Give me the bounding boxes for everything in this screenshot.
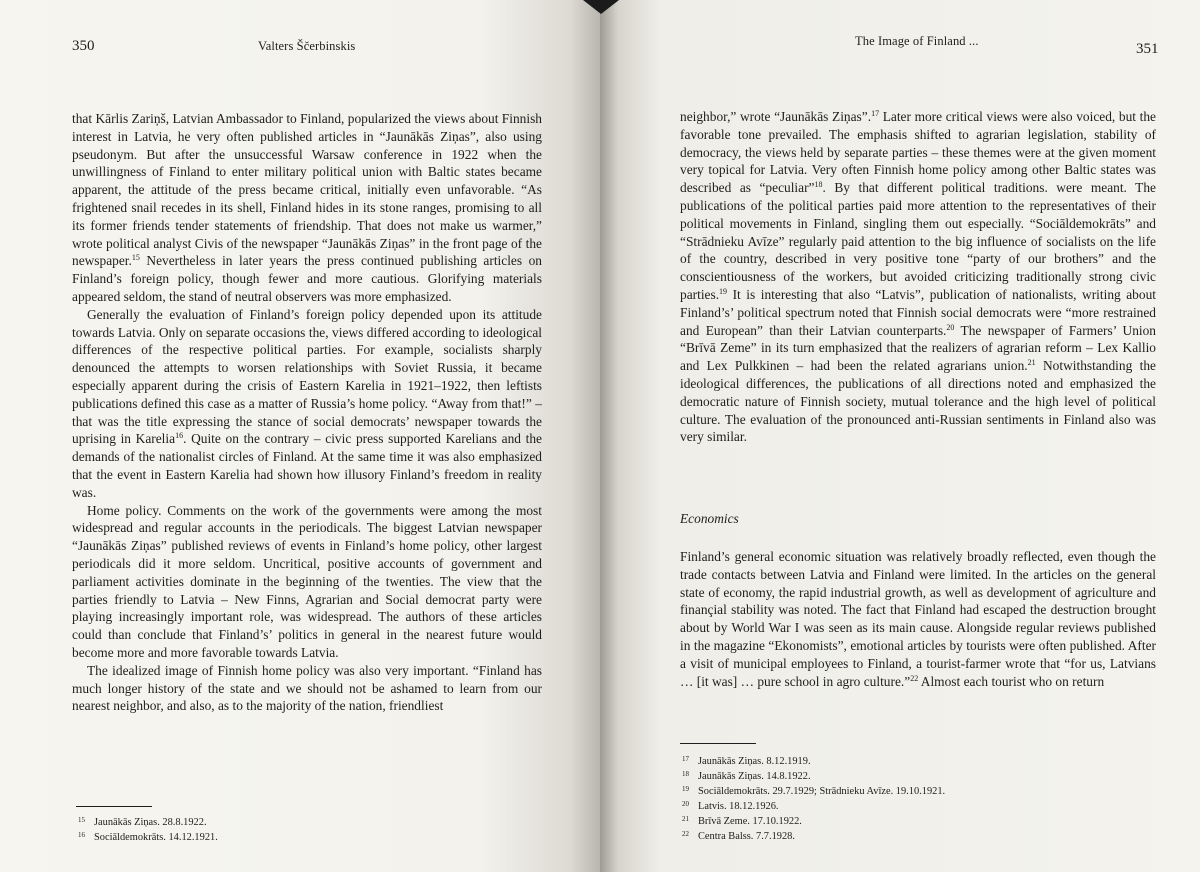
footnote-number: 17	[682, 755, 689, 763]
left-body-text	[72, 110, 542, 715]
footnote-text: Sociāldemokrāts. 14.12.1921.	[94, 832, 218, 843]
text-run: . By that different political traditions. were meant. The publications of the political parties paid more attention to the representatives of their political movements in Finland, singling them out especially. “Sociāldemokrāts” and “Strādnieku Avīze” regularly paid attention to the big influence of socialists on the life of the country, described in very positive tone “party of our brothers” and the conscientiousness of the workers, but avoided criticizing traditionally strong civic parties.	[680, 180, 1156, 302]
paragraph	[72, 110, 542, 306]
left-footnotes	[78, 814, 218, 844]
footnote-number: 22	[682, 830, 689, 838]
right-page-number: 351	[1136, 41, 1159, 57]
left-page-number: 350	[72, 38, 95, 54]
footnote-reference: 20	[946, 322, 955, 332]
text-run: The idealized image of Finnish home policy was also very important. “Finland has much longer history of the state and we should not be ashamed to learn from our nearest neighbor, and also, as to the majority of the nation, friendliest	[72, 662, 542, 714]
text-run: that Kārlis Zariņš, Latvian Ambassador to Finland, popularized the views about Finnish interest in Latvia, he very often published articles in “Jaunākās Ziņas”, also using pseudonym. But after the unsuccessful Warsaw conference in 1922 when the unwillingness of Finland to enter military political union with Baltic states became apparent, the attitude of the press became critical, initially even unfavorable. “As frightened snail recedes in its shell, Finland hides in its stone ranges, promising to all its former friends tender statements of friendship. That does not make us warmer,” wrote political analyst Civis of the newspaper “Jaunākās Ziņas” in the front page of the newspaper.	[72, 111, 542, 269]
footnote-text: Centra Balss. 7.7.1928.	[698, 831, 795, 842]
footnote-text: Latvis. 18.12.1926.	[698, 801, 779, 812]
right-body-text-economics	[680, 548, 1156, 690]
footnote-reference: 18	[814, 180, 823, 190]
footnote-reference: 22	[910, 673, 919, 683]
text-run: It is interesting that also “Latvis”, publication of nationalists, writing about Finland’s’ political spectrum noted that Finnish social democrats were “more restrained and European” than their Latvian counterparts.	[680, 286, 1156, 338]
footnote-text: Jaunākās Ziņas. 14.8.1922.	[698, 771, 811, 782]
paragraph	[72, 502, 542, 662]
right-page	[600, 0, 1200, 872]
footnote-text: Sociāldemokrāts. 29.7.1929; Strādnieku Avīze. 19.10.1921.	[698, 786, 946, 797]
footnote-item	[682, 783, 945, 798]
footnote-number: 21	[682, 815, 689, 823]
text-run: Home policy. Comments on the work of the governments were among the most widespread and regular accounts in the periodicals. The biggest Latvian newspaper “Jaunākās Ziņas” published reviews of events in Finland’s home policy, other largest periodicals did it more seldom. Uncritical, positive accounts of government and parliament activities dominate in the beginning of the twenties. The view that the parties friendly to Latvia – New Finns, Agrarian and Social democrat party were playing increasingly important role, was widespread. The authors of these articles could than conclude that Finland’s’ politics in general in the nearest future would become more and more favorable towards Latvia.	[72, 502, 542, 660]
footnote-reference: 21	[1027, 358, 1036, 368]
footnote-number: 18	[682, 770, 689, 778]
text-run: Notwithstanding the ideological differences, the publications of all directions noted and emphasized the democratic nature of Finnish society, mutual tolerance and the high level of political culture. The evaluation of the pronounced anti-Russian sentiments in Finland also was very similar.	[680, 358, 1156, 445]
text-run: Generally the evaluation of Finland’s foreign policy depended upon its attitude towards Latvia. Only on separate occasions the, views differed according to ideological differences of the respective political parties. For example, socialists sharply denounced the attempts to worsen relationships with Soviet Russia, it became especially apparent during the crisis of Eastern Karelia in 1921–1922, then leftists publications defined this case as a matter of Russia’s home policy. “Away from that!” – that was the title expressing the stance of social democrats’ newspaper towards the uprising in Karelia	[72, 306, 542, 447]
footnote-number: 15	[78, 816, 85, 824]
footnote-item	[682, 768, 945, 783]
footnote-number: 16	[78, 831, 85, 839]
paragraph	[680, 108, 1156, 446]
text-run: Almost each tourist who on return	[918, 673, 1105, 689]
footnote-text: Jaunākās Ziņas. 8.12.1919.	[698, 756, 811, 767]
paragraph	[72, 662, 542, 715]
footnote-item	[682, 753, 945, 768]
footnote-reference: 16	[175, 431, 184, 441]
right-running-head: The Image of Finland ...	[855, 34, 979, 48]
right-body-text	[680, 108, 1156, 446]
right-footnote-rule	[680, 743, 756, 744]
text-run: Later more critical views were also voiced, but the favorable tone prevailed. The emphasis shifted to agrarian legislation, stability of democracy, the views held by separate parties – these themes were at the given moment very topical for Latvia. Very often Finnish home policy among other Baltic states was described as “peculiar”	[680, 109, 1156, 196]
text-run: Nevertheless in later years the press continued publishing articles on Finland’s foreign policy, though fewer and more cautious. Glorifying materials appeared seldom, the stand of neutral observers was more emphasized.	[72, 253, 542, 304]
footnote-reference: 17	[871, 109, 880, 118]
footnote-reference: 19	[719, 286, 728, 296]
footnote-item	[78, 814, 218, 829]
footnote-text: Jaunākās Ziņas. 28.8.1922.	[94, 817, 207, 828]
text-run: . Quite on the contrary – civic press supported Karelians and the demands of the nationalist circles of Finland. At the same time it was also emphasized that the event in Eastern Karelia had shown how illusory Finland’s freedom in reality was.	[72, 431, 542, 500]
text-run: neighbor,” wrote “Jaunākās Ziņas”.	[680, 109, 872, 124]
footnote-text: Brīvā Zeme. 17.10.1922.	[698, 816, 802, 827]
left-running-head: Valters Ščerbinskis	[258, 39, 356, 53]
text-run: The newspaper of Farmers’ Union “Brīvā Zeme” in its turn emphasized that the realizers of agrarian reform – Lex Kallio and Lex Pulkkinen – had been the related agrarians union.	[680, 322, 1157, 374]
footnote-number: 19	[682, 785, 689, 793]
text-run: Finland’s general economic situation was relatively broadly reflected, even though the trade contacts between Latvia and Finland were limited. In the articles on the general state of economy, the rapid industrial growth, as well as development of agriculture and finançial stability was noted. The fact that Finland had escaped the destruction brought about by World War I was seen as its main cause. Alongside regular reviews published in the magazine “Ekonomists”, emotional articles by tourists were often published. After a visit of municipal employees to Finland, a tourist-farmer wrote that “for us, Latvians … [it was] … pure school in agro culture.”	[680, 549, 1156, 689]
footnote-item	[78, 829, 218, 844]
left-footnote-rule	[76, 806, 152, 807]
footnote-item	[682, 798, 945, 813]
footnote-item	[682, 813, 945, 828]
right-footnotes	[682, 753, 945, 843]
section-heading-economics: Economics	[680, 511, 739, 526]
paragraph	[680, 548, 1156, 690]
footnote-number: 20	[682, 800, 689, 808]
footnote-item	[682, 828, 945, 843]
footnote-reference: 15	[131, 253, 140, 263]
paragraph	[72, 306, 542, 502]
